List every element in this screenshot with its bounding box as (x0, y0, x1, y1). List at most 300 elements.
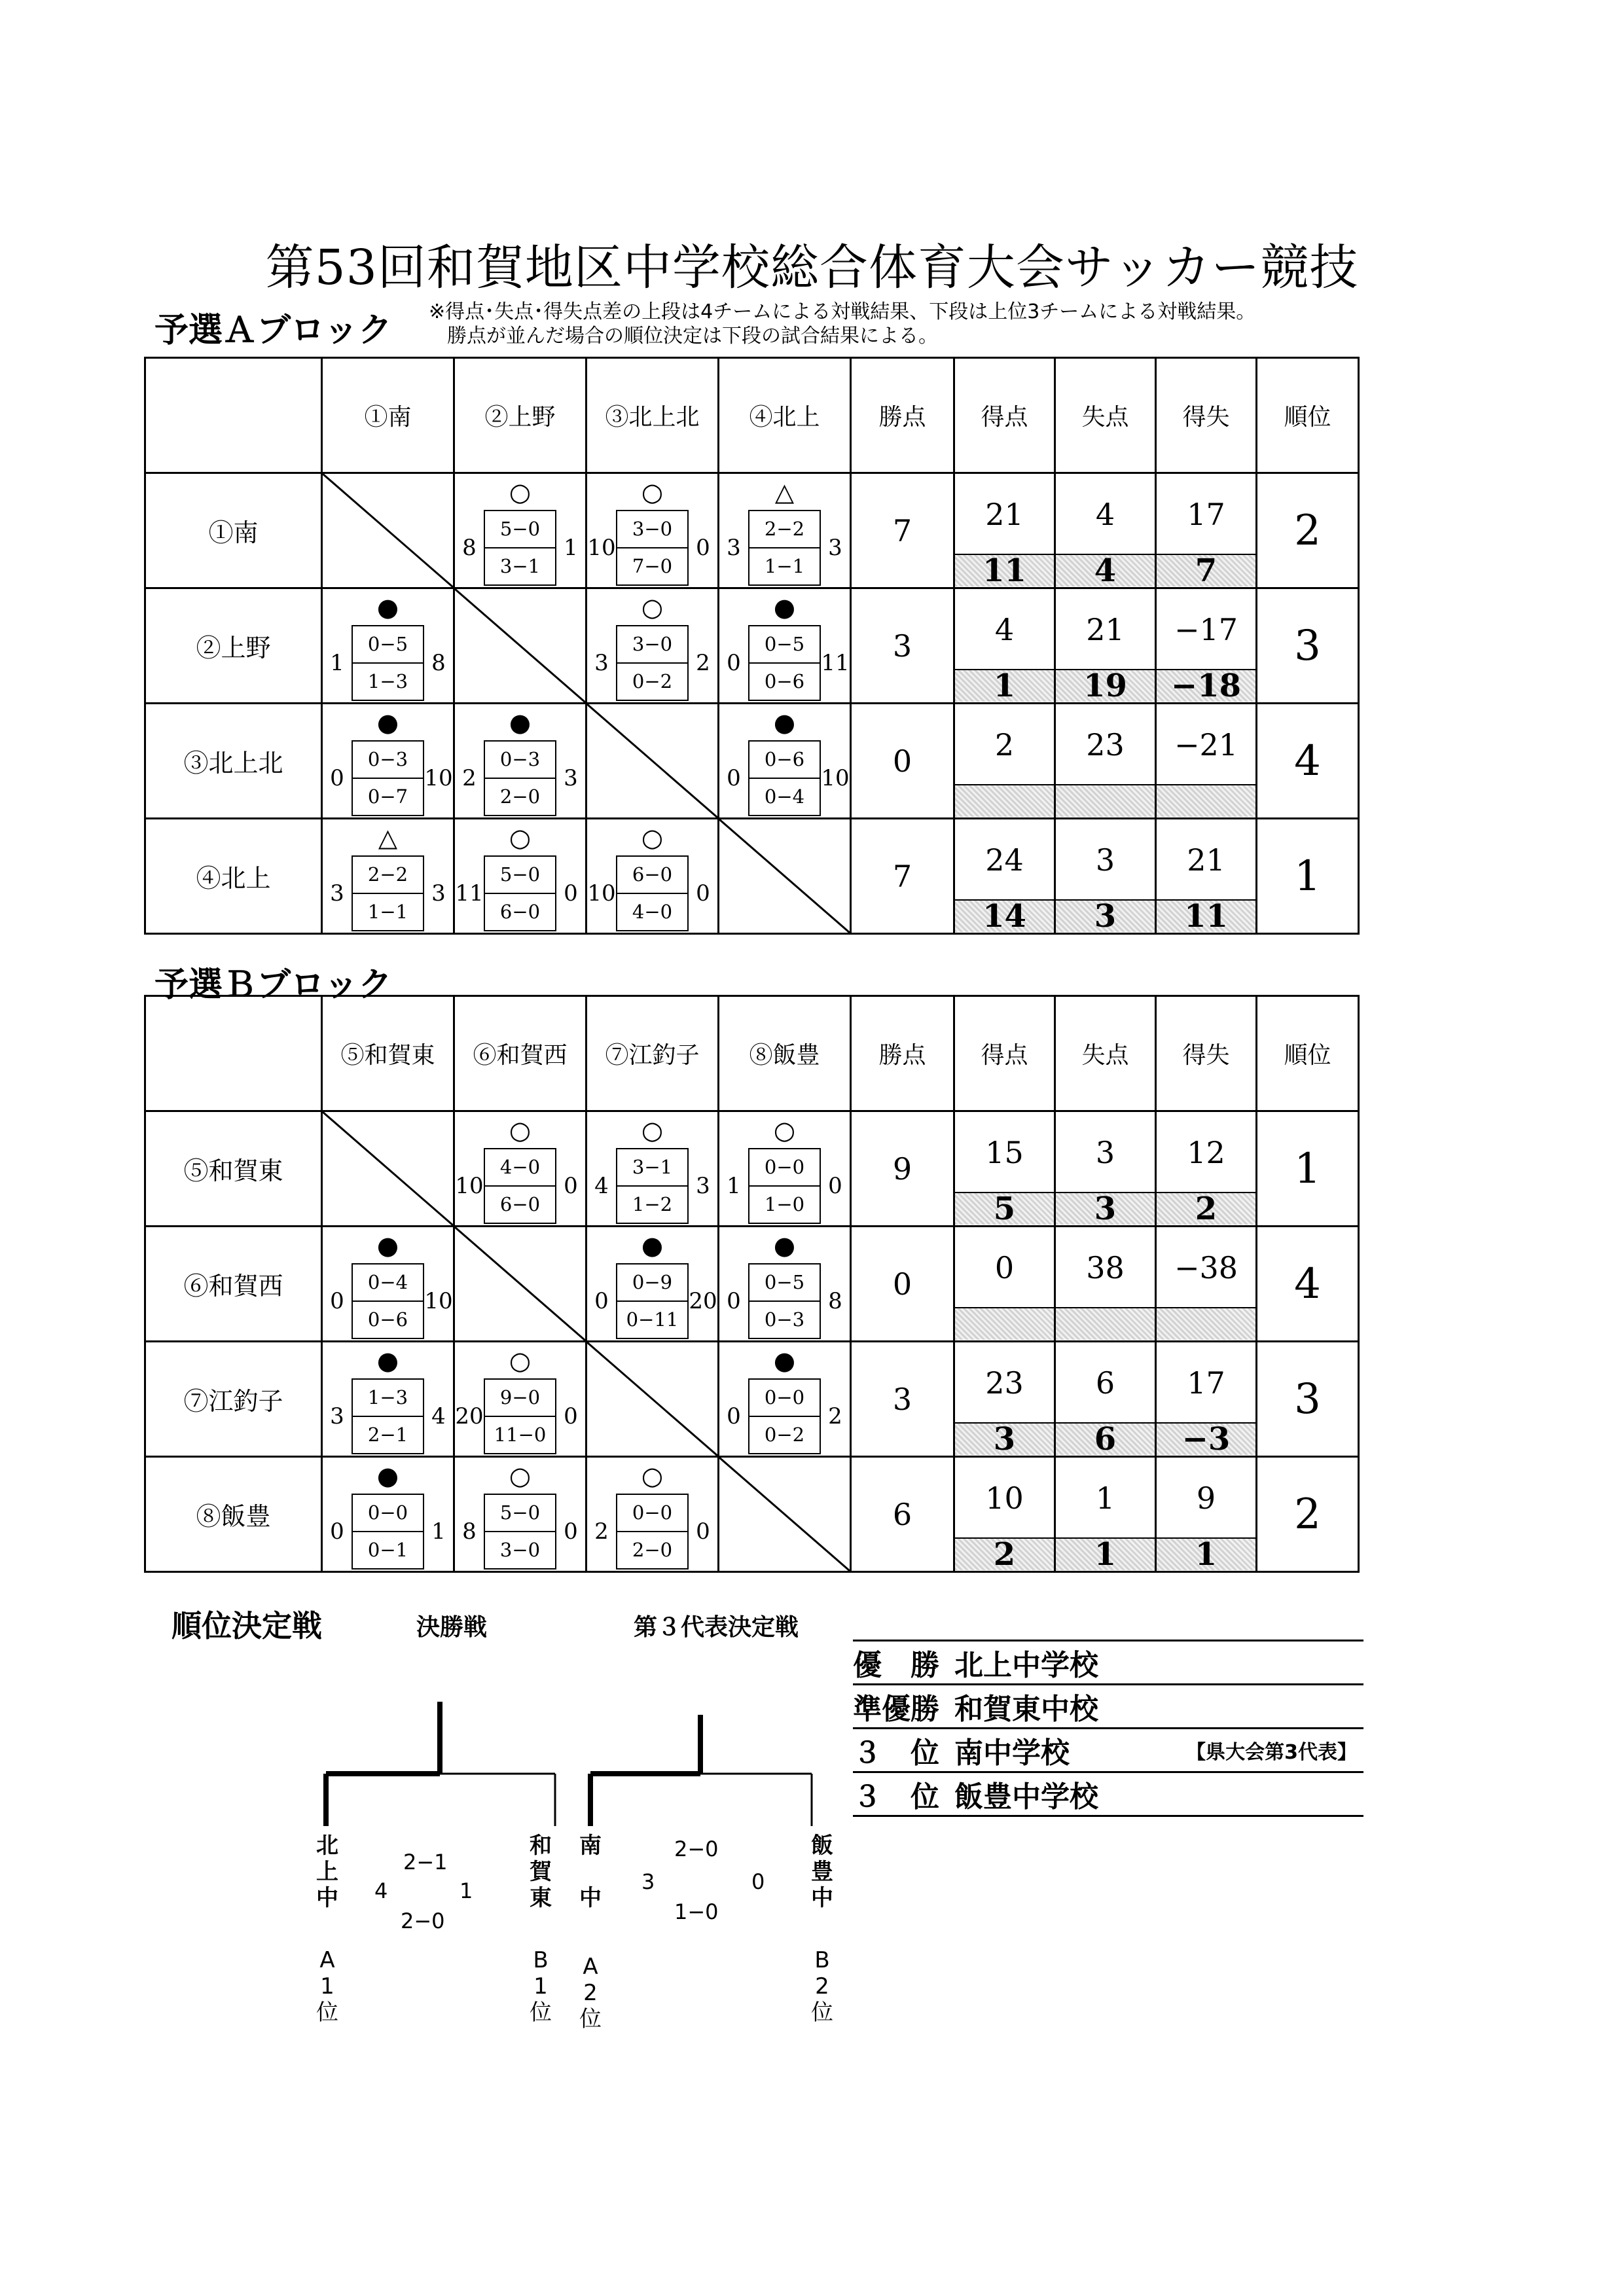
goals-against: 3 (696, 1172, 710, 1199)
stat-all: 12 (1187, 1134, 1225, 1170)
stat-content (1056, 1229, 1155, 1340)
diagonal-cell (586, 1342, 719, 1457)
result-symbol: ● (773, 592, 796, 622)
stat-content (1157, 590, 1255, 702)
stat-content (955, 475, 1054, 589)
result-symbol: △ (774, 477, 795, 507)
second-half-score: 2−0 (485, 778, 555, 815)
stat-top3: 3 (1056, 899, 1155, 932)
stat-all: −17 (1174, 611, 1238, 647)
goals-against: 0 (564, 1403, 578, 1429)
result-place: 優 勝 (853, 1649, 939, 1682)
stat-content (1056, 1459, 1155, 1573)
goals-against: 0 (696, 880, 710, 906)
goals-against: 10 (424, 764, 453, 791)
goals-for: 0 (330, 764, 344, 791)
stat-gf (954, 819, 1055, 934)
match-cell (322, 819, 454, 934)
results-list (853, 1640, 1363, 1817)
final-half1: 2−1 (403, 1850, 448, 1874)
first-half-score: 5−0 (499, 518, 541, 540)
result-symbol: ○ (641, 1461, 664, 1490)
stat-all: 0 (994, 1249, 1015, 1285)
match-cell (719, 1227, 851, 1342)
match-content (455, 475, 585, 586)
char: 東 (530, 1885, 552, 1911)
third-score-right: 0 (751, 1869, 765, 1894)
stat-ga (1055, 819, 1156, 934)
second-half-score: 0−1 (353, 1531, 423, 1568)
diagonal-cell (719, 1457, 851, 1572)
stat-all: 10 (985, 1480, 1024, 1516)
third-left-team (577, 1833, 604, 1911)
result-symbol: ● (376, 1230, 399, 1260)
final-half2: 2−0 (401, 1909, 445, 1933)
goals-against: 4 (431, 1403, 446, 1429)
stat-content (955, 1344, 1054, 1458)
result-symbol: ○ (641, 1115, 664, 1145)
stat-content (1157, 706, 1255, 817)
match-content (323, 1459, 453, 1570)
header-team: ④北上 (719, 358, 851, 473)
result-symbol: ● (376, 1346, 399, 1375)
result-school: 飯豊中学校 (954, 1780, 1098, 1814)
score-row (587, 624, 717, 702)
stat-gf (954, 1457, 1055, 1572)
stat-top3 (955, 1307, 1054, 1340)
stat-top3: 1 (1056, 1537, 1155, 1570)
stat-top3: 2 (1157, 1192, 1255, 1225)
second-half-score: 0−6 (353, 1300, 423, 1338)
stat-all: 23 (1086, 726, 1125, 762)
result-symbol: ○ (509, 1461, 532, 1490)
stat-top3: 3 (1056, 1192, 1155, 1225)
goals-against: 11 (821, 649, 850, 676)
match-cell (586, 1227, 719, 1342)
char: 位 (811, 2000, 833, 2026)
result-symbol: ○ (641, 823, 664, 852)
match-cell (586, 1111, 719, 1227)
header-pts: 勝点 (851, 358, 954, 473)
final-label: 決勝戦 (416, 1614, 488, 1641)
stat-content (1157, 1344, 1255, 1458)
stat-all: 24 (985, 842, 1024, 878)
score-row (455, 509, 585, 586)
second-half-score: 1−2 (617, 1185, 687, 1223)
stat-gd (1156, 1457, 1257, 1572)
char: B (533, 1947, 549, 1973)
goals-for: 1 (727, 1172, 741, 1199)
second-half-score: 0−2 (617, 662, 687, 700)
char: 賀 (530, 1859, 552, 1885)
half-scores (616, 1148, 689, 1224)
score-row (323, 1378, 453, 1455)
char: 位 (579, 2006, 602, 2032)
score-row (719, 1147, 850, 1225)
match-cell (719, 473, 851, 588)
stat-gd (1156, 473, 1257, 588)
goals-against: 1 (564, 534, 578, 561)
stat-all: 21 (1086, 611, 1125, 647)
first-half-score: 3−1 (632, 1156, 673, 1178)
stat-gf (954, 588, 1055, 704)
goals-against: 3 (564, 764, 578, 791)
points: 9 (851, 1111, 954, 1227)
half-scores (748, 1148, 821, 1224)
stat-all: 1 (1095, 1480, 1115, 1516)
match-content (323, 706, 453, 817)
char: 飯 (811, 1833, 833, 1859)
stat-gf (954, 473, 1055, 588)
result-symbol: ● (376, 592, 399, 622)
char: 1 (320, 1973, 334, 2000)
goals-for: 20 (455, 1403, 484, 1429)
stat-top3: 5 (955, 1192, 1054, 1225)
first-half-score: 4−0 (499, 1156, 541, 1178)
stat-top3: 19 (1056, 669, 1155, 702)
stat-all: 17 (1187, 1365, 1225, 1401)
second-half-score: 2−0 (617, 1531, 687, 1568)
stat-content (955, 821, 1054, 935)
first-half-score: 3−0 (632, 518, 673, 540)
first-half-score: 0−5 (764, 1271, 805, 1293)
second-half-score: 0−4 (749, 778, 820, 815)
goals-for: 0 (727, 764, 741, 791)
header-ga: 失点 (1055, 358, 1156, 473)
match-content (323, 590, 453, 702)
match-content (323, 821, 453, 932)
goals-for: 0 (727, 1403, 741, 1429)
goals-against: 0 (828, 1172, 842, 1199)
stat-top3: 4 (1056, 554, 1155, 586)
third-half2: 1−0 (674, 1899, 719, 1924)
half-scores (352, 625, 424, 701)
result-row (853, 1685, 1363, 1729)
half-scores (484, 1378, 556, 1454)
header-corner (145, 358, 322, 473)
diagonal-line (455, 589, 585, 702)
half-scores (352, 855, 424, 931)
stat-gf (954, 1342, 1055, 1457)
result-row (853, 1729, 1363, 1773)
char: 上 (316, 1859, 338, 1885)
score-row (323, 1263, 453, 1340)
third-score-left: 3 (641, 1869, 655, 1894)
score-row (323, 855, 453, 932)
match-cell (454, 704, 586, 819)
char: 中 (316, 1885, 338, 1911)
second-half-score: 3−1 (485, 547, 555, 584)
table-row (145, 1227, 1359, 1342)
match-cell (719, 704, 851, 819)
score-row (455, 855, 585, 932)
goals-for: 0 (594, 1287, 609, 1314)
char: A (583, 1954, 598, 1980)
result-row (853, 1773, 1363, 1817)
score-row (719, 740, 850, 817)
goals-for: 0 (727, 1287, 741, 1314)
first-half-score: 5−0 (499, 863, 541, 886)
half-scores (616, 510, 689, 586)
result-symbol: ○ (509, 823, 532, 852)
char: 位 (530, 2000, 552, 2026)
table-row (145, 704, 1359, 819)
table-row (145, 588, 1359, 704)
result-symbol: ○ (641, 477, 664, 507)
stat-content (955, 590, 1054, 702)
stat-ga (1055, 1342, 1156, 1457)
first-half-score: 0−0 (632, 1501, 673, 1524)
char: 北 (316, 1833, 338, 1859)
match-cell (454, 1342, 586, 1457)
stat-all: 23 (985, 1365, 1024, 1401)
stat-all: 21 (1187, 842, 1225, 878)
diagonal-line (719, 1458, 850, 1571)
goals-for: 10 (587, 534, 616, 561)
match-content (455, 821, 585, 932)
half-scores (484, 1148, 556, 1224)
stat-content (1157, 1229, 1255, 1340)
goals-against: 10 (424, 1287, 453, 1314)
goals-for: 4 (594, 1172, 609, 1199)
points: 3 (851, 588, 954, 704)
second-half-score: 6−0 (485, 1185, 555, 1223)
page-title: 第53回和賀地区中学校総合体育大会サッカー競技 (265, 240, 1359, 296)
goals-for: 10 (455, 1172, 484, 1199)
char: 2 (583, 1980, 598, 2006)
stat-top3: 11 (1157, 899, 1255, 932)
points: 0 (851, 1227, 954, 1342)
team-name: ⑤和賀東 (145, 1111, 322, 1227)
stat-all: 2 (994, 726, 1015, 762)
goals-against: 8 (431, 649, 446, 676)
table-row (145, 473, 1359, 588)
header-team: ①南 (322, 358, 454, 473)
stat-all: 6 (1095, 1365, 1115, 1401)
diagonal-line (587, 1342, 717, 1456)
char: 和 (530, 1833, 552, 1859)
final-score-right: 1 (460, 1878, 473, 1903)
second-half-score: 1−3 (353, 662, 423, 700)
rank: 4 (1257, 1227, 1359, 1342)
match-content (455, 706, 585, 817)
half-scores (352, 740, 424, 816)
result-school: 和賀東中校 (954, 1693, 1098, 1726)
half-scores (352, 1263, 424, 1339)
goals-against: 20 (689, 1287, 717, 1314)
result-symbol: ○ (641, 592, 664, 622)
table-row (145, 1111, 1359, 1227)
stat-ga (1055, 704, 1156, 819)
half-scores (352, 1378, 424, 1454)
stat-all: −38 (1174, 1249, 1238, 1285)
half-scores (748, 510, 821, 586)
half-scores (616, 855, 689, 931)
match-content (455, 1344, 585, 1455)
stat-content (955, 1113, 1054, 1225)
block-b-table (144, 995, 1360, 1573)
header-gf: 得点 (954, 996, 1055, 1111)
result-school: 南中学校 (954, 1736, 1070, 1770)
result-symbol: △ (378, 823, 398, 852)
diagonal-cell (322, 473, 454, 588)
stat-top3: 6 (1056, 1422, 1155, 1455)
stat-top3: 7 (1157, 554, 1255, 586)
score-row (719, 1263, 850, 1340)
result-place: ３ 位 (853, 1736, 939, 1770)
stat-top3 (1157, 784, 1255, 817)
score-row (587, 855, 717, 932)
goals-for: 8 (462, 1518, 477, 1545)
header-team: ⑤和賀東 (322, 996, 454, 1111)
team-name: ⑦江釣子 (145, 1342, 322, 1457)
final-score-left: 4 (374, 1878, 388, 1903)
result-symbol: ○ (509, 1115, 532, 1145)
first-half-score: 1−3 (367, 1386, 408, 1408)
match-content (719, 1229, 850, 1340)
stat-top3: 1 (955, 669, 1054, 702)
first-half-score: 0−9 (632, 1271, 673, 1293)
match-content (323, 1229, 453, 1340)
note-line-1: ※得点･失点･得失点差の上段は4チームによる対戦結果、下段は上位3チームによる対戦結果。 (429, 300, 1256, 323)
rank: 3 (1257, 588, 1359, 704)
match-content (455, 1459, 585, 1570)
first-half-score: 0−0 (764, 1386, 805, 1408)
match-content (587, 1459, 717, 1570)
table-row (145, 1457, 1359, 1572)
header-team: ⑦江釣子 (586, 996, 719, 1111)
goals-against: 0 (696, 534, 710, 561)
goals-against: 0 (564, 880, 578, 906)
team-name: ②上野 (145, 588, 322, 704)
header-pts: 勝点 (851, 996, 954, 1111)
stat-content (1157, 1459, 1255, 1573)
result-place: 準優勝 (853, 1693, 939, 1726)
points: 3 (851, 1342, 954, 1457)
first-half-score: 0−5 (367, 633, 408, 655)
goals-for: 0 (727, 649, 741, 676)
bracket-lines (308, 1702, 831, 1826)
stat-top3: 11 (955, 554, 1054, 586)
score-row (323, 740, 453, 817)
first-half-score: 3−0 (632, 633, 673, 655)
points: 6 (851, 1457, 954, 1572)
block-a-table (144, 357, 1360, 935)
goals-against: 8 (828, 1287, 842, 1314)
stat-gd (1156, 704, 1257, 819)
half-scores (616, 1494, 689, 1570)
second-half-score: 0−11 (617, 1300, 687, 1338)
goals-against: 3 (828, 534, 842, 561)
match-cell (586, 588, 719, 704)
char: 南 (579, 1833, 602, 1859)
goals-against: 10 (821, 764, 850, 791)
result-note: 【県大会第3代表】 (1186, 1741, 1357, 1764)
goals-for: 8 (462, 534, 477, 561)
stat-top3 (955, 784, 1054, 817)
stat-ga (1055, 1457, 1156, 1572)
goals-against: 0 (564, 1172, 578, 1199)
stat-content (1056, 821, 1155, 935)
stat-top3 (1157, 1307, 1255, 1340)
stat-all: 21 (985, 496, 1024, 532)
score-row (587, 1263, 717, 1340)
diagonal-cell (586, 704, 719, 819)
third-label: 第３代表決定戦 (634, 1614, 799, 1641)
stat-gd (1156, 588, 1257, 704)
stat-content (1157, 475, 1255, 589)
diagonal-cell (719, 819, 851, 934)
goals-against: 1 (431, 1518, 446, 1545)
header-team: ②上野 (454, 358, 586, 473)
stat-content (1157, 1113, 1255, 1225)
stat-gd (1156, 1111, 1257, 1227)
goals-for: 3 (330, 880, 344, 906)
stat-ga (1055, 1111, 1156, 1227)
final-left-team (314, 1833, 340, 1911)
result-symbol: ● (376, 708, 399, 737)
rank: 4 (1257, 704, 1359, 819)
result-symbol: ● (376, 1461, 399, 1490)
table-row (145, 1342, 1359, 1457)
second-half-score: 1−1 (749, 547, 820, 584)
match-content (719, 1113, 850, 1225)
stat-top3: 14 (955, 899, 1054, 932)
first-half-score: 5−0 (499, 1501, 541, 1524)
stat-all: −21 (1174, 726, 1238, 762)
match-content (587, 590, 717, 702)
match-cell (719, 1342, 851, 1457)
first-half-score: 0−3 (367, 748, 408, 770)
first-half-score: 0−3 (499, 748, 541, 770)
score-row (455, 1147, 585, 1225)
char: 2 (815, 1973, 829, 2000)
stat-gf (954, 1227, 1055, 1342)
goals-for: 1 (330, 649, 344, 676)
half-scores (484, 1494, 556, 1570)
goals-against: 0 (564, 1518, 578, 1545)
score-row (587, 509, 717, 586)
header-gd: 得失 (1156, 358, 1257, 473)
stat-top3: 1 (1157, 1537, 1255, 1570)
score-row (323, 1493, 453, 1570)
half-scores (616, 625, 689, 701)
half-scores (484, 855, 556, 931)
team-name: ④北上 (145, 819, 322, 934)
first-half-score: 0−5 (764, 633, 805, 655)
header-rank: 順位 (1257, 996, 1359, 1111)
stat-all: 3 (1095, 1134, 1115, 1170)
match-content (455, 1113, 585, 1225)
match-cell (454, 1457, 586, 1572)
third-right-team (809, 1833, 835, 1911)
goals-for: 11 (455, 880, 484, 906)
char: B (814, 1947, 830, 1973)
second-half-score: 0−7 (353, 778, 423, 815)
result-symbol: ○ (509, 1346, 532, 1375)
score-row (719, 624, 850, 702)
result-symbol: ○ (509, 477, 532, 507)
points: 7 (851, 819, 954, 934)
second-half-score: 11−0 (485, 1416, 555, 1453)
half-scores (748, 1263, 821, 1339)
match-content (587, 1113, 717, 1225)
note (429, 300, 1255, 348)
match-cell (586, 473, 719, 588)
half-scores (352, 1494, 424, 1570)
match-cell (454, 819, 586, 934)
match-cell (586, 1457, 719, 1572)
